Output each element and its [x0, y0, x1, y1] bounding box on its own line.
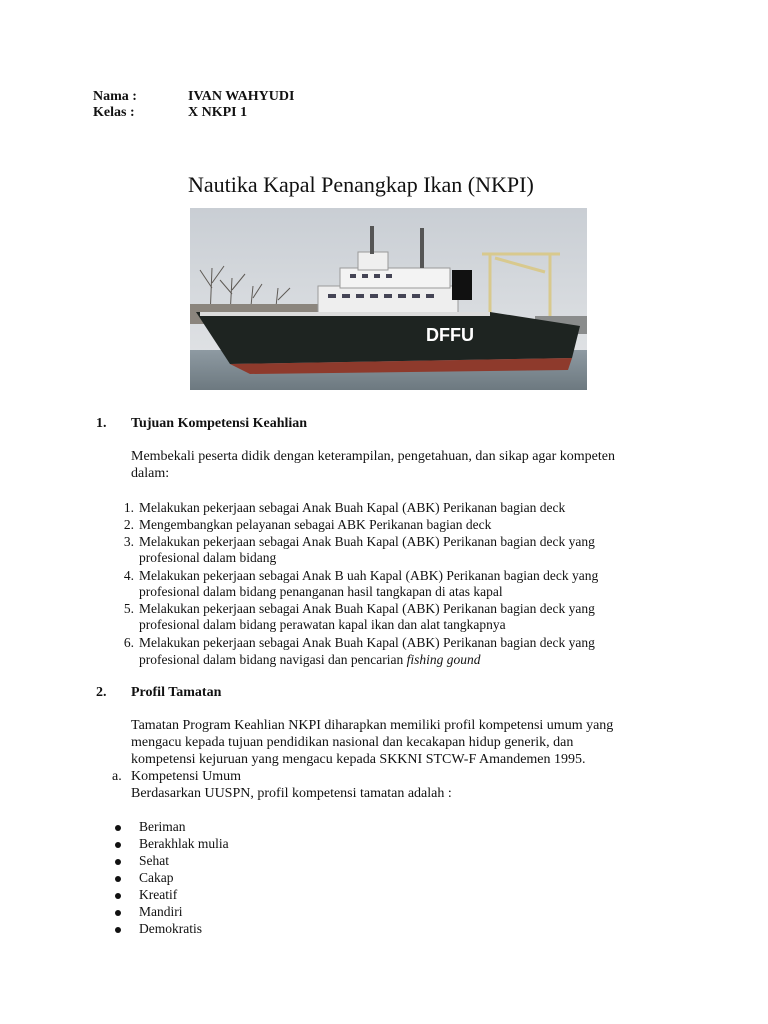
- deck-rail: [200, 312, 490, 316]
- mast-aft: [420, 228, 424, 268]
- list-item-continuation-text: profesional dalam bidang navigasi dan pencarian: [139, 652, 407, 667]
- list-item-number: 3.: [123, 534, 134, 549]
- subsection-a-text: Berdasarkan UUSPN, profil kompetensi tamatan adalah :: [131, 786, 452, 801]
- list-item-number: 1.: [123, 500, 134, 515]
- name-value: IVAN WAHYUDI: [188, 89, 295, 104]
- section2-para-line2: mengacu kepada tujuan pendidikan nasional dan kecakapan hidup generik, dan: [131, 735, 574, 750]
- bullet-item: Cakap: [139, 870, 174, 885]
- list-item: Melakukan pekerjaan sebagai Anak Buah Kapal (ABK) Perikanan bagian deck yang: [139, 534, 595, 549]
- list-item: Melakukan pekerjaan sebagai Anak Buah Kapal (ABK) Perikanan bagian deck yang: [139, 635, 595, 650]
- class-value: X NKPI 1: [188, 105, 248, 120]
- section2-heading: Profil Tamatan: [131, 685, 222, 700]
- list-item-number: 6.: [123, 635, 134, 650]
- bullet-item: Beriman: [139, 819, 186, 834]
- hull-lettering: DFFU: [426, 325, 474, 345]
- section1-intro-line1: Membekali peserta didik dengan keterampilan, pengetahuan, dan sikap agar kompeten: [131, 449, 615, 464]
- bullet-icon: [115, 842, 121, 848]
- section1-number: 1.: [96, 416, 107, 431]
- subsection-a-label: a.: [112, 769, 122, 784]
- list-item: Mengembangkan pelayanan sebagai ABK Perikanan bagian deck: [139, 517, 492, 532]
- hull: [196, 312, 580, 364]
- bullet-item: Demokratis: [139, 921, 202, 936]
- section1-heading: Tujuan Kompetensi Keahlian: [131, 416, 308, 431]
- superstructure-lower: [318, 286, 458, 316]
- class-label: Kelas :: [93, 105, 135, 120]
- bullet-icon: [115, 927, 121, 933]
- section1-intro-line2: dalam:: [131, 466, 170, 481]
- subsection-a-title: Kompetensi Umum: [131, 769, 242, 784]
- section2-para-line3: kompetensi kejuruan yang mengacu kepada SKKNI STCW-F Amandemen 1995.: [131, 752, 586, 767]
- bullet-icon: [115, 893, 121, 899]
- mast: [370, 226, 374, 254]
- section2-para-line1: Tamatan Program Keahlian NKPI diharapkan memiliki profil kompetensi umum yang: [131, 718, 614, 733]
- bullet-icon: [115, 876, 121, 882]
- bridge: [358, 252, 388, 270]
- bullet-icon: [115, 825, 121, 831]
- ship-photo: [190, 208, 587, 390]
- funnel: [452, 270, 472, 300]
- bullet-item: Kreatif: [139, 887, 178, 902]
- list-item-continuation: profesional dalam bidang perawatan kapal ikan dan alat tangkapnya: [139, 617, 506, 632]
- list-item: Melakukan pekerjaan sebagai Anak B uah Kapal (ABK) Perikanan bagian deck yang: [139, 568, 599, 583]
- name-label: Nama :: [93, 89, 137, 104]
- bullet-item: Berakhlak mulia: [139, 836, 229, 851]
- bullet-icon: [115, 859, 121, 865]
- bullet-item: Sehat: [139, 853, 169, 868]
- bullet-icon: [115, 910, 121, 916]
- bullet-item: Mandiri: [139, 904, 183, 919]
- list-item-continuation: profesional dalam bidang penanganan hasil tangkapan di atas kapal: [139, 584, 503, 599]
- italic-term: fishing gound: [406, 652, 481, 667]
- list-item-continuation: [139, 651, 481, 668]
- list-item-number: 2.: [123, 517, 134, 532]
- list-item-continuation: profesional dalam bidang: [139, 550, 277, 565]
- superstructure-upper: [340, 268, 450, 288]
- list-item-number: 4.: [123, 568, 134, 583]
- list-item: Melakukan pekerjaan sebagai Anak Buah Kapal (ABK) Perikanan bagian deck yang: [139, 601, 595, 616]
- page-title: Nautika Kapal Penangkap Ikan (NKPI): [188, 172, 534, 197]
- list-item: Melakukan pekerjaan sebagai Anak Buah Kapal (ABK) Perikanan bagian deck: [139, 500, 566, 515]
- ship-illustration: [190, 208, 587, 390]
- list-item-number: 5.: [123, 601, 134, 616]
- section2-number: 2.: [96, 685, 107, 700]
